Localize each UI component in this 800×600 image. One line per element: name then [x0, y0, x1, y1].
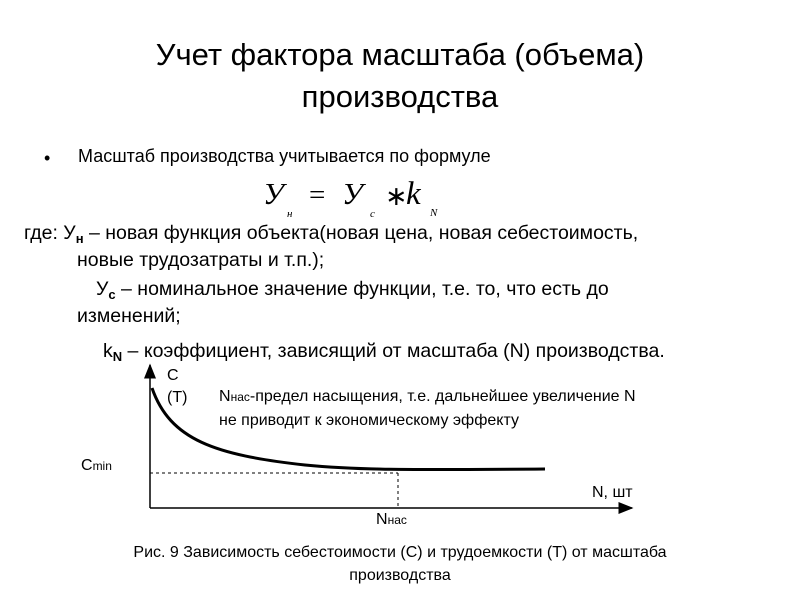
title-line-1: Учет фактора масштаба (объема)	[155, 37, 645, 72]
def3-sub: с	[108, 287, 116, 302]
note-n-sub: нас	[230, 390, 250, 404]
formula-rhs-sub: с	[370, 208, 375, 220]
y-axis-label-c: C	[167, 367, 179, 384]
title-line-2: производства	[301, 79, 499, 114]
def1-prefix: где: У	[24, 222, 76, 244]
formula-equals: =	[309, 179, 326, 211]
def1-rest: – новая функция объекта(новая цена, новая себестоимость,	[83, 222, 639, 244]
def5-rest: – коэффициент, зависящий от масштаба (N) производства.	[122, 340, 665, 362]
figure-caption	[0, 541, 800, 587]
formula-k-sub: N	[430, 207, 438, 219]
x-axis-label: N, шт	[592, 484, 633, 501]
formula-lhs: У	[263, 176, 284, 211]
cmin-main: C	[81, 457, 93, 474]
definition-line-4: изменений;	[77, 305, 181, 327]
saturation-note-line-2: не приводит к экономическому эффекту	[219, 412, 519, 429]
caption-line-2: производства	[349, 567, 451, 584]
def5-prefix: k	[103, 340, 113, 362]
note-n: N	[219, 388, 231, 405]
formula-operator: ∗	[385, 181, 408, 211]
caption-line-1: Рис. 9 Зависимость себестоимости (С) и трудоемкости (Т) от масштаба	[133, 544, 667, 561]
definition-line-1	[24, 222, 638, 246]
def5-sub: N	[112, 349, 123, 364]
formula-k: k	[406, 176, 421, 212]
def1-sub: н	[75, 231, 84, 246]
y-axis-label-t: (T)	[167, 389, 188, 406]
scale-formula	[260, 172, 460, 220]
definition-line-2: новые трудозатраты и т.п.);	[77, 249, 325, 271]
saturation-note-line-1	[219, 388, 636, 406]
cmin-sub: min	[92, 459, 112, 473]
formula-lhs-sub: н	[287, 208, 293, 220]
note-rest: -предел насыщения, т.е. дальнейшее увеличение N	[249, 388, 636, 405]
def3-prefix: У	[96, 278, 109, 300]
formula-rhs: У	[342, 176, 363, 211]
def3-rest: – номинальное значение функции, т.е. то, что есть до	[115, 278, 609, 300]
nnas-sub: нас	[387, 513, 407, 527]
slide-title	[0, 34, 800, 118]
nnas-main: N	[376, 511, 388, 528]
definition-line-3	[96, 278, 609, 302]
bullet-dot-icon: •	[44, 148, 51, 168]
nnas-label	[376, 511, 407, 529]
bullet-text: Масштаб производства учитывается по формуле	[78, 146, 491, 166]
cmin-label	[81, 457, 112, 475]
